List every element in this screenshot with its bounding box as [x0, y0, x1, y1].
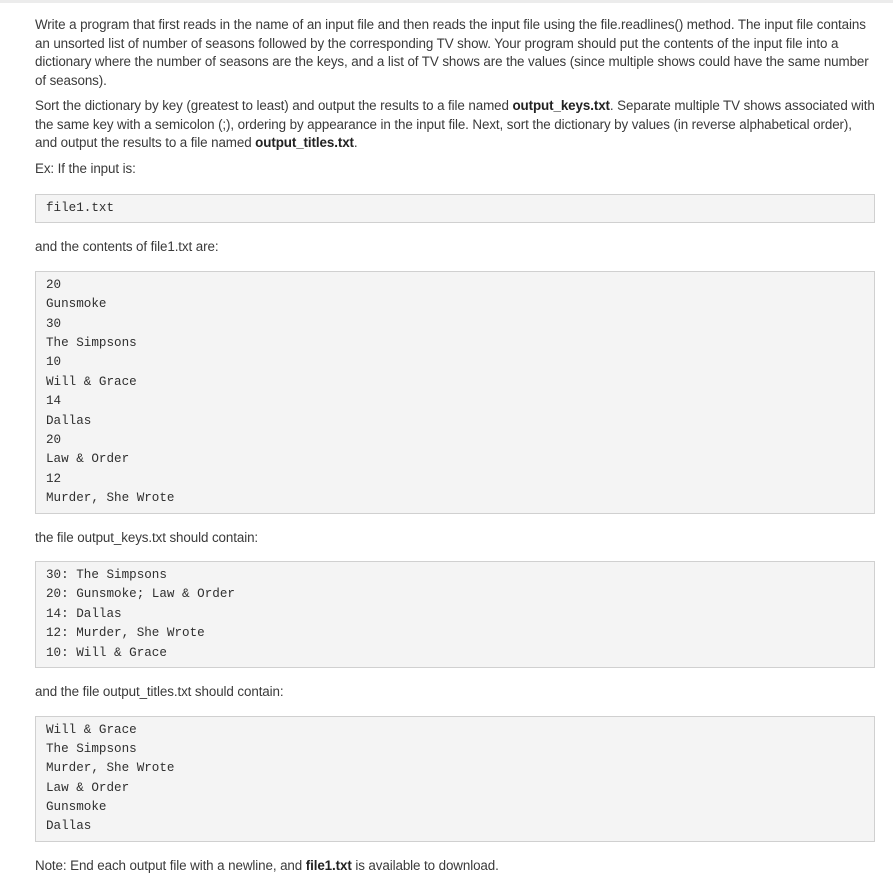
intro-paragraph: Write a program that first reads in the name of an input file and then reads the input file using the file.readlines() method. The input file contains an unsorted list of number of seasons followed by the corresponding TV show. Your program should put the contents of the input file into a dictionary where the number of seasons are the keys, and a list of TV shows are the values (since multiple shows could have the same number of seasons). — [35, 17, 869, 88]
top-divider — [0, 0, 893, 3]
code-line: Murder, She Wrote — [46, 761, 175, 776]
code-line: Gunsmoke — [46, 800, 107, 815]
code-line: 20 — [46, 433, 62, 448]
input-code-box — [35, 194, 875, 223]
code-line: Gunsmoke — [46, 297, 107, 312]
code-line: 10: Will & Grace — [46, 645, 167, 660]
output-titles-filename: output_titles.txt — [255, 135, 354, 150]
note-text-1: Note: End each output file with a newline, and — [35, 857, 306, 873]
output-titles-intro: and the file output_titles.txt should contain: — [35, 684, 284, 700]
code-line: Law & Order — [46, 780, 130, 795]
code-line: The Simpsons — [46, 336, 137, 351]
download-filename: file1.txt — [305, 857, 352, 873]
code-line: 20: Gunsmoke; Law & Order — [46, 587, 235, 602]
code-line: 14: Dallas — [46, 606, 122, 621]
code-line: Law & Order — [46, 452, 130, 467]
code-line: Dallas — [46, 413, 92, 428]
sorting-paragraph — [35, 97, 875, 153]
code-line: Will & Grace — [46, 374, 137, 389]
code-line: 12: Murder, She Wrote — [46, 626, 205, 641]
code-line: 30: The Simpsons — [46, 568, 167, 583]
code-line: 14 — [46, 394, 62, 409]
sorting-text-2: . Separate multiple TV shows associated with the same key with a semicolon (;), ordering by appearance in the input file. Next, sort the dictionary by values (in reverse alphabetical order), and output the results to a file named — [35, 98, 875, 150]
code-line: Dallas — [46, 819, 92, 834]
output-keys-filename: output_keys.txt — [512, 98, 610, 113]
note-text-2: is available to download. — [351, 857, 499, 873]
problem-statement — [35, 16, 875, 875]
sorting-text-3: . — [353, 135, 358, 150]
contents-intro: and the contents of file1.txt are: — [35, 239, 219, 255]
code-line: 12 — [46, 471, 62, 486]
output-keys-code-box — [35, 561, 875, 668]
code-line: Will & Grace — [46, 722, 137, 737]
code-line: Murder, She Wrote — [46, 491, 175, 506]
output-titles-code-box — [35, 716, 875, 842]
code-line: 20 — [46, 277, 62, 292]
sorting-text-1: Sort the dictionary by key (greatest to least) and output the results to a file named — [35, 98, 513, 113]
example-intro: Ex: If the input is: — [35, 160, 136, 176]
note-paragraph — [35, 857, 875, 876]
output-keys-intro: the file output_keys.txt should contain: — [35, 529, 259, 545]
code-line: 30 — [46, 316, 62, 331]
file-contents-code-box — [35, 271, 875, 514]
code-line: The Simpsons — [46, 741, 137, 756]
code-line: 10 — [46, 355, 62, 370]
code-line: file1.txt — [46, 201, 115, 215]
